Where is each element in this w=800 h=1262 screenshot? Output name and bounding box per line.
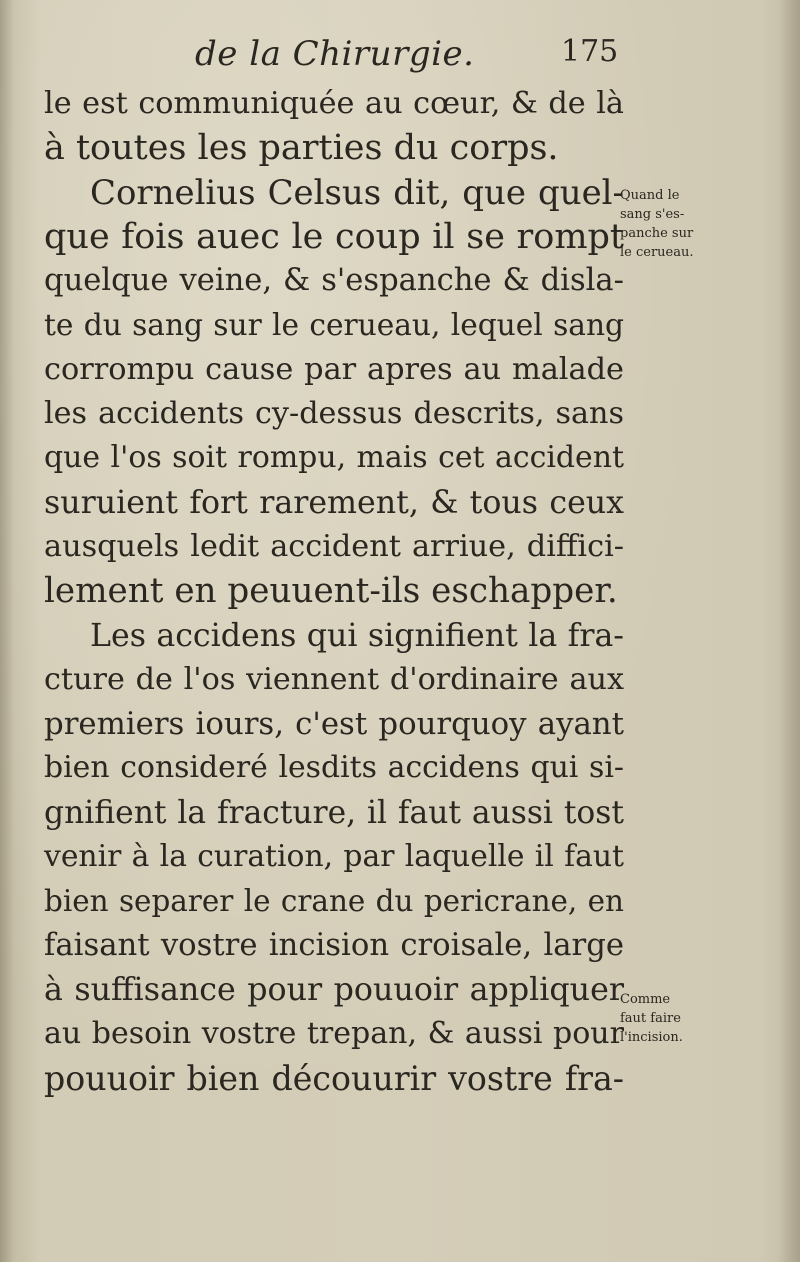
page-header — [195, 34, 635, 74]
text-line: que fois auec le coup il se rompt — [44, 216, 624, 257]
text-line: bien consideré lesdits accidens qui si- — [44, 750, 624, 786]
margin-note-line: faut faire — [620, 1011, 681, 1026]
text-line: corrompu cause par apres au malade — [44, 351, 624, 387]
text-line: bien separer le crane du pericrane, en — [44, 884, 624, 919]
text-line: ausquels ledit accident arriue, diffici- — [44, 528, 624, 564]
paragraph-start-line: Cornelius Celsus dit, que quel- — [90, 172, 624, 213]
margin-note-line: panche sur — [620, 226, 694, 241]
text-line: le est communiquée au cœur, & de là — [44, 86, 624, 121]
body-text — [44, 82, 624, 1101]
text-line: premiers iours, c'est pourquoy ayant — [44, 706, 624, 743]
margin-note-line: le cerueau. — [620, 245, 694, 260]
margin-note-line: l'incision. — [620, 1030, 683, 1045]
page-number: 175 — [561, 34, 619, 69]
text-line: que l'os soit rompu, mais cet accident — [44, 440, 624, 476]
text-line: à suffisance pour pouuoir appliquer — [44, 971, 624, 1008]
text-line: te du sang sur le cerueau, lequel sang — [44, 307, 624, 343]
text-line: gnifient la fracture, il faut aussi tost — [44, 794, 624, 831]
text-line: venir à la curation, par laquelle il faut — [44, 839, 624, 875]
running-title: de la Chirurgie. — [195, 34, 475, 74]
paragraph-start-line: Les accidens qui signifient la fra- — [90, 617, 624, 654]
text-line: les accidents cy-dessus descrits, sans — [44, 396, 624, 432]
margin-note-line: sang s'es- — [620, 207, 685, 222]
margin-note — [620, 990, 740, 1047]
margin-note — [620, 186, 740, 262]
text-line: pouuoir bien découurir vostre fra- — [44, 1058, 624, 1098]
text-line: au besoin vostre trepan, & aussi pour — [44, 1016, 624, 1052]
text-line: lement en peuuent-ils eschapper. — [44, 571, 618, 612]
margin-note-line: Quand le — [620, 188, 680, 203]
page-edge-shadow — [778, 0, 800, 1262]
text-line: suruient fort rarement, & tous ceux — [44, 484, 624, 521]
margin-note-line: Comme — [620, 992, 671, 1007]
text-line: cture de l'os viennent d'ordinaire aux — [44, 661, 624, 697]
text-line: faisant vostre incision croisale, large — [44, 927, 624, 963]
text-line: quelque veine, & s'espanche & disla- — [44, 263, 624, 299]
text-line: à toutes les parties du corps. — [44, 128, 559, 169]
page-gutter-shadow — [0, 0, 14, 1262]
